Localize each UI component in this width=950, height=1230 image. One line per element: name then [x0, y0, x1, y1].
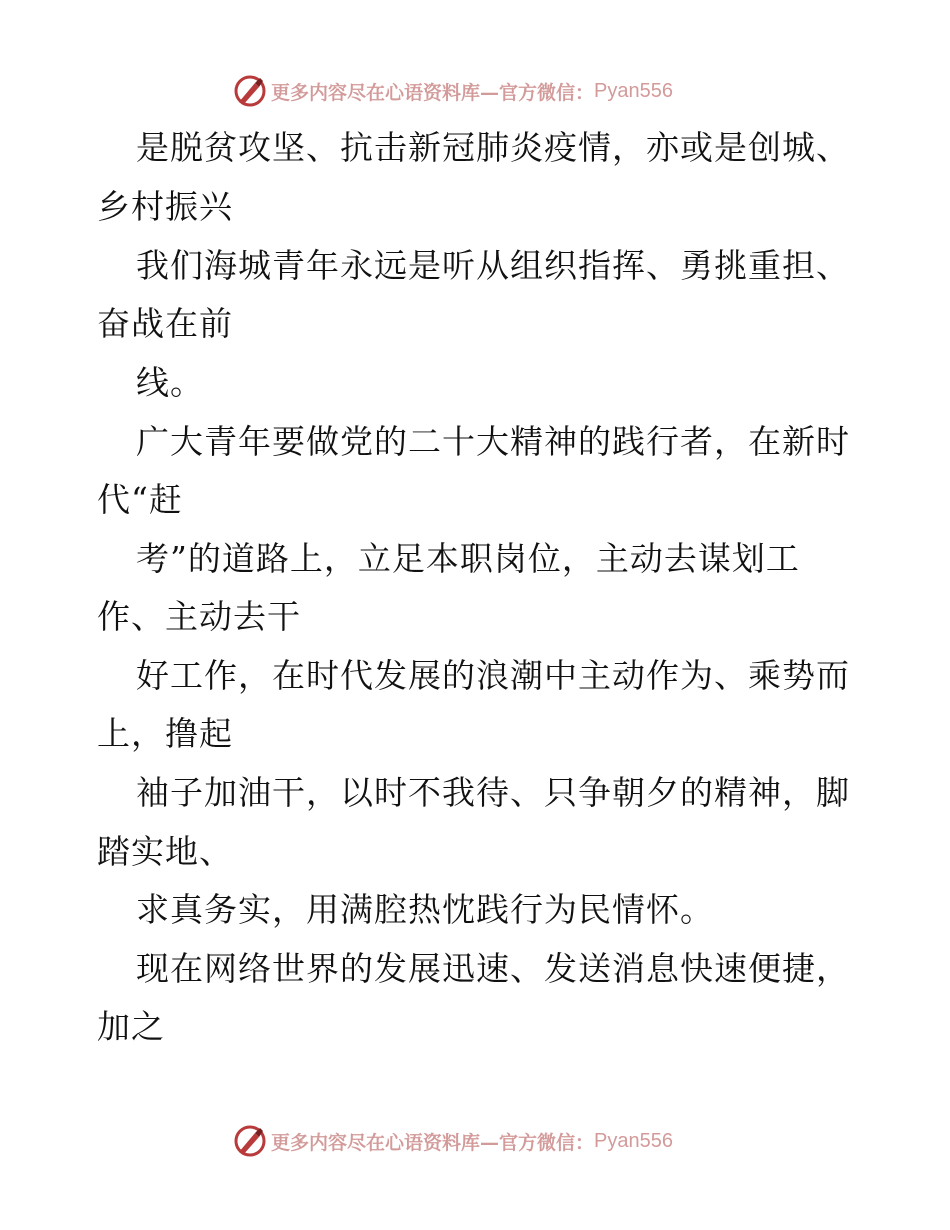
- text-line: 上，撸起: [97, 714, 233, 753]
- text-line: 踏实地、: [97, 832, 233, 871]
- footer-banner-dash: —官方微信：: [480, 1131, 595, 1154]
- text-line: 求真务实，用满腔热忱践行为民情怀。: [136, 890, 714, 929]
- text-line: 奋战在前: [97, 304, 233, 343]
- header-banner-text: 更多内容尽在心语资料库: [271, 81, 481, 104]
- footer-banner-id: Pyan556: [594, 1129, 673, 1152]
- text-line: 广大青年要做党的二十大精神的践行者，在新时: [136, 422, 850, 461]
- text-line: 作、主动去干: [97, 597, 301, 636]
- text-line: 袖子加油干，以时不我待、只争朝夕的精神，脚: [136, 773, 850, 812]
- pen-in-circle-logo-icon: [233, 1124, 267, 1158]
- text-line: 我们海城青年永远是听从组织指挥、勇挑重担、: [136, 246, 850, 285]
- text-line: 代“赶: [97, 480, 183, 519]
- text-line: 线。: [136, 363, 204, 402]
- footer-banner-row: [233, 1121, 673, 1161]
- text-line: 好工作，在时代发展的浪潮中主动作为、乘势而: [136, 656, 850, 695]
- text-line: 现在网络世界的发展迅速、发送消息快速便捷，: [136, 949, 850, 988]
- footer-banner-text: 更多内容尽在心语资料库: [271, 1131, 481, 1154]
- text-line: 加之: [97, 1007, 165, 1046]
- text-line: 考”的道路上，立足本职岗位，主动去谋划工: [136, 539, 800, 578]
- header-banner-id: Pyan556: [594, 79, 673, 102]
- text-line: 乡村振兴: [97, 187, 233, 226]
- text-line: 是脱贫攻坚、抗击新冠肺炎疫情，亦或是创城、: [136, 128, 850, 167]
- footer-watermark-banner: [0, 1121, 950, 1161]
- header-banner-dash: —官方微信：: [480, 81, 595, 104]
